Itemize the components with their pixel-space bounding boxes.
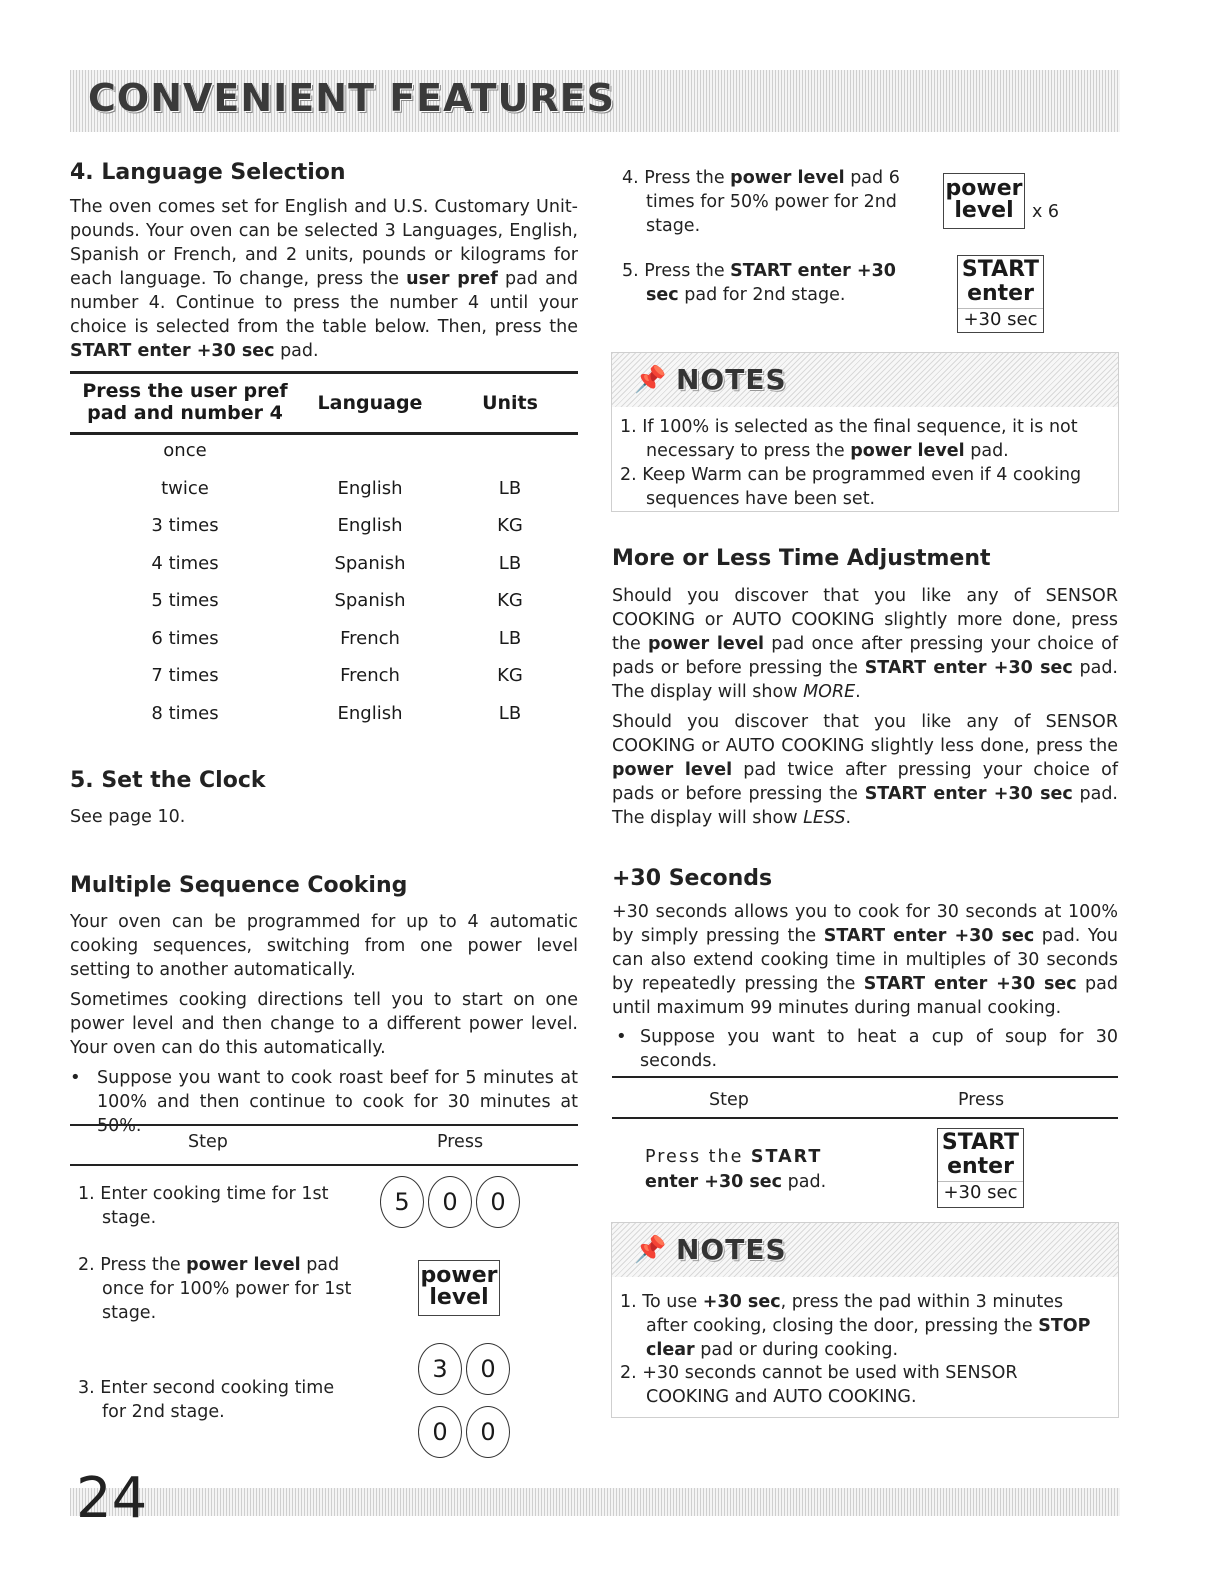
pushpin-icon: 📌 — [634, 1235, 667, 1265]
notes-header — [612, 1223, 1118, 1277]
table-cell-press: once — [163, 440, 207, 461]
step-2-text: 2. Press the power level pad once for 100% power for 1st stage. — [78, 1255, 352, 1323]
adjust-heading: More or Less Time Adjustment — [612, 546, 991, 571]
step-5-text: 5. Press the START enter +30 sec pad for 2nd stage. — [622, 261, 896, 305]
start-enter-pad[interactable]: START enter +30 sec — [937, 1128, 1024, 1208]
col-press-label: Press — [437, 1132, 484, 1152]
table-rule — [612, 1076, 1118, 1078]
multi-heading: Multiple Sequence Cooking — [70, 873, 408, 898]
notes-item-2: 2. +30 seconds cannot be used with SENSOR COOKING and AUTO COOKING. — [620, 1363, 1018, 1407]
notes-item-2: 2. Keep Warm can be programmed even if 4 cooking sequences have been set. — [620, 465, 1082, 509]
table-cell-units: KG — [497, 665, 523, 686]
plus30-bullet: Suppose you want to heat a cup of soup for 30 seconds. — [640, 1027, 1118, 1071]
table-cell-language: Spanish — [334, 590, 406, 611]
table-cell-language: French — [340, 665, 400, 686]
table-cell-press: 7 times — [151, 665, 219, 686]
pushpin-icon: 📌 — [634, 365, 667, 395]
table-cell-units: LB — [498, 702, 522, 724]
multi-paragraph-2: Sometimes cooking directions tell you to start on one power level and then change to a different power level. Your oven can do this automatically. — [70, 990, 578, 1058]
digit-pads-30 — [418, 1343, 510, 1395]
multi-bullet: Suppose you want to cook roast beef for 5 minutes at 100% and then continue to cook for 30 minutes at 50%. — [97, 1068, 578, 1136]
press-count: x 6 — [1032, 202, 1060, 222]
digit-0-pad[interactable]: 0 — [466, 1406, 510, 1458]
table-header-press: Press the user pref pad and number 4 — [82, 380, 288, 424]
page-title: CONVENIENT FEATURES — [88, 76, 615, 120]
table-cell-units: KG — [497, 515, 523, 536]
table-cell-units: LB — [498, 627, 522, 649]
power-level-pad[interactable]: power level — [943, 173, 1025, 229]
page-number: 24 — [76, 1466, 148, 1531]
footer-bar — [70, 1488, 1120, 1516]
power-level-pad[interactable]: power level — [418, 1260, 500, 1316]
col-press-label: Press — [958, 1090, 1005, 1110]
plus30-heading: +30 Seconds — [612, 866, 773, 891]
digit-pads-00 — [418, 1406, 510, 1458]
table-cell-press: 4 times — [151, 552, 219, 574]
table-cell-press: 3 times — [151, 515, 219, 536]
table-rule — [70, 1164, 578, 1166]
notes-item-1: 1. To use +30 sec, press the pad within 3 minutes after cooking, closing the door, pressing the STOP clear pad or during cooking. — [620, 1292, 1091, 1360]
plus30-step-line-1: Press the START — [645, 1147, 823, 1167]
notes-header — [612, 353, 1118, 407]
table-header-units: Units — [482, 392, 538, 414]
bullet-icon: • — [70, 1067, 81, 1088]
clock-heading: 5. Set the Clock — [70, 768, 266, 793]
table-cell-language: English — [337, 477, 403, 499]
digit-0-pad[interactable]: 0 — [476, 1176, 520, 1228]
table-header-language: Language — [317, 392, 423, 414]
digit-0-pad[interactable]: 0 — [466, 1343, 510, 1395]
adjust-paragraph-2: Should you discover that you like any of SENSOR COOKING or AUTO COOKING slightly less done, press the power level pad twice after pressing your choice of pads or before pressing the START enter +30 sec pad. The display will show LESS. — [612, 712, 1118, 828]
table-rule — [70, 1124, 578, 1126]
table-rule — [612, 1117, 1118, 1119]
bullet-icon: • — [616, 1026, 627, 1047]
digit-0-pad[interactable]: 0 — [418, 1406, 462, 1458]
digit-5-pad[interactable]: 5 — [380, 1176, 424, 1228]
header-banner — [70, 70, 1120, 132]
notes-title: NOTES — [676, 363, 787, 396]
digit-0-pad[interactable]: 0 — [428, 1176, 472, 1228]
table-cell-units: KG — [497, 590, 523, 611]
table-rule — [70, 371, 578, 374]
table-cell-press: twice — [161, 477, 209, 499]
table-cell-units: LB — [498, 552, 522, 574]
language-heading: 4. Language Selection — [70, 160, 346, 185]
table-cell-press: 8 times — [151, 702, 219, 724]
table-rule — [70, 432, 578, 435]
table-cell-units: LB — [498, 477, 522, 499]
multi-paragraph-1: Your oven can be programmed for up to 4 automatic cooking sequences, switching from one power level setting to another automatically. — [70, 912, 578, 980]
table-cell-press: 5 times — [151, 590, 219, 611]
notes-item-1: 1. If 100% is selected as the final sequence, it is not necessary to press the power level pad. — [620, 417, 1078, 461]
table-cell-language: English — [337, 702, 403, 724]
clock-text: See page 10. — [70, 807, 186, 827]
table-cell-press: 6 times — [151, 627, 219, 649]
language-paragraph: The oven comes set for English and U.S. Customary Unit-pounds. Your oven can be selected 3 Languages, English, Spanish or French, and 2 units, pounds or kilograms for each language. To change, press the user pref pad and number 4. Continue to press the number 4 until your choice is selected from the table below. Then, press the START enter +30 sec pad. — [70, 197, 578, 361]
digit-3-pad[interactable]: 3 — [418, 1343, 462, 1395]
col-step-label: Step — [709, 1090, 749, 1110]
step-3-text: 3. Enter second cooking time for 2nd stage. — [78, 1378, 335, 1422]
start-enter-pad[interactable]: START enter +30 sec — [957, 255, 1044, 333]
digit-pads-500 — [380, 1176, 520, 1228]
plus30-step-line-2: enter +30 sec pad. — [645, 1172, 827, 1192]
table-cell-language: French — [340, 627, 400, 649]
step-4-text: 4. Press the power level pad 6 times for 50% power for 2nd stage. — [622, 168, 900, 236]
notes-title: NOTES — [676, 1233, 787, 1266]
col-step-label: Step — [188, 1132, 228, 1152]
step-1-text: 1. Enter cooking time for 1st stage. — [78, 1184, 329, 1228]
plus30-paragraph: +30 seconds allows you to cook for 30 seconds at 100% by simply pressing the START enter +30 sec pad. You can also extend cooking time in multiples of 30 seconds by repeatedly pressing the START enter +30 sec pad until maximum 99 minutes during manual cooking. — [612, 902, 1119, 1018]
table-cell-language: Spanish — [334, 552, 406, 574]
table-cell-language: English — [337, 515, 403, 536]
adjust-paragraph-1: Should you discover that you like any of SENSOR COOKING or AUTO COOKING slightly more done, press the power level pad once after pressing your choice of pads or before pressing the START enter +30 sec pad. The display will show MORE. — [612, 586, 1118, 702]
